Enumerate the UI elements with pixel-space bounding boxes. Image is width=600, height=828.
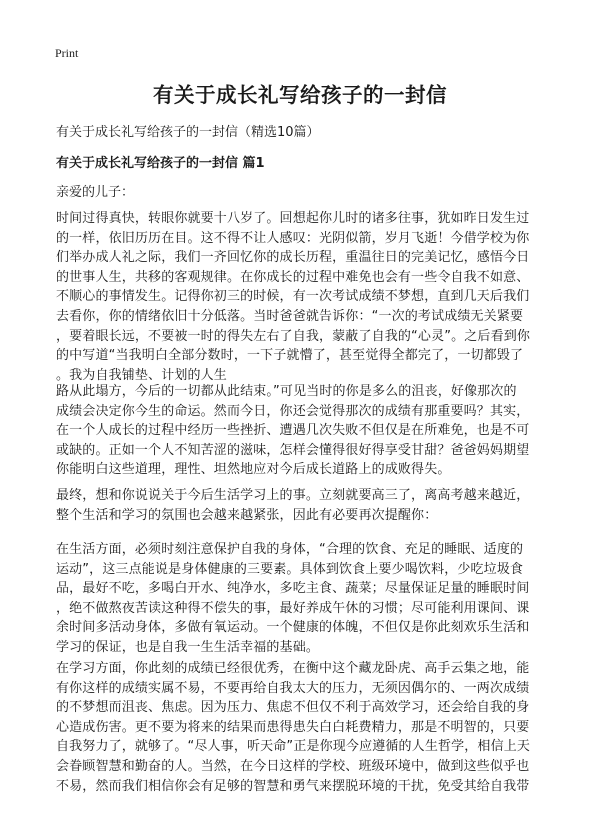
text-line: 的中写道“当我明白全部分数时，一下子就懵了，甚至觉得全都完了，一切都毁了 (56, 348, 524, 364)
text-line: 你能明白这些道理，理性、坦然地应对今后成长道路上的成败得失。 (56, 462, 451, 478)
letter-greeting: 亲爱的儿子： (56, 185, 135, 200)
section-heading: 有关于成长礼写给孩子的一封信 篇1 (56, 156, 265, 171)
text-line: 去看你，你的情绪依旧十分低落。当时爸爸就告诉你：“一次的考试成绩无关紧要 (56, 308, 524, 324)
text-line: 余时间多活动身体，多做有氧运动。一个健康的体魄，不但仅是你此刻欢乐生活和 (56, 620, 530, 636)
text-line: 不易，然而我们相信你会有足够的智慧和勇气来摆脱环境的干扰，免受其给自我带 (56, 778, 530, 794)
text-line: 学习的保证，也是自我一生生活幸福的基础。 (56, 639, 320, 655)
text-line: 整个生活和学习的氛围也会越来越紧张，因此有必要再次提醒你： (56, 507, 438, 523)
text-line: 品，最好不吃，多喝白开水、纯净水，多吃主食、蔬菜；尽量保证足量的睡眠时间 (56, 581, 530, 597)
text-line: 会眷顾智慧和勤奋的人。当然，在今日这样的学校、班级环境中，做到这些似乎也 (56, 758, 530, 774)
text-line: 。我为自我铺垫、计划的人生 (56, 367, 227, 383)
text-line: ，要着眼长远，不要被一时的得失左右了自我，蒙蔽了自我的“心灵”。之后看到你 (56, 328, 531, 344)
text-line: 自我努力了，就够了。“尽人事，听天命”正是你现今应遵循的人生哲学，相信上天 (56, 739, 531, 755)
text-line: 的世事人生，共移的客观规律。在你成长的过程中难免也会有一些令自我不如意、 (56, 269, 530, 285)
text-line: 或缺的。正如一个人不知苦涩的滋味，怎样会懂得很好得享受甘甜？爸爸妈妈期望 (56, 442, 530, 458)
paragraph-1 (56, 209, 546, 385)
text-line: 有你这样的成绩实属不易，不要再给自我太大的压力，无须因偶尔的、一两次成绩 (56, 680, 530, 696)
paragraph-4 (56, 540, 546, 658)
text-line: 运动”，这三点能说是身体健康的三要素。具体到饮食上要少喝饮料，少吃垃圾食 (56, 561, 524, 577)
page-title: 有关于成长礼写给孩子的一封信 (153, 83, 447, 107)
text-line: 时间过得真快，转眼你就要十八岁了。回想起你儿时的诸多往事，犹如昨日发生过 (56, 211, 530, 226)
text-line: 在一个人成长的过程中经历一些挫折、遭遇几次失败不但仅是在所难免，也是不可 (56, 423, 530, 439)
text-line: 的不梦想而沮丧、焦虑。因为压力、焦虑不但仅不利于高效学习，还会给自我的身 (56, 700, 530, 716)
paragraph-5 (56, 659, 546, 796)
print-link[interactable]: Print (55, 46, 79, 60)
text-line: 的一样，依旧历历在目。这不得不让人感叹：光阴似箭，岁月飞逝！今借学校为你 (56, 230, 530, 246)
text-line: 在学习方面，你此刻的成绩已经很优秀，在衡中这个藏龙卧虎、高手云集之地，能 (56, 661, 530, 676)
text-line: 最终，想和你说说关于今后生活学习上的事。立刻就要高三了，离高考越来越近， (56, 488, 530, 503)
document-subtitle: 有关于成长礼写给孩子的一封信（精选10篇） (56, 125, 320, 140)
text-line: 成绩会决定你今生的命运。然而今日，你还会觉得那次的成绩有那重要吗？其实， (56, 403, 530, 419)
text-line: 心造成伤害。更不要为将来的结果而患得患失白白耗费精力，那是不明智的，只要 (56, 719, 530, 735)
text-line: 路从此塌方，今后的一切都从此结束。”可见当时的你是多么的沮丧，好像那次的 (56, 384, 517, 399)
text-line: ，绝不做熬夜苦读这种得不偿失的事，最好养成午休的习惯；尽可能利用课间、课 (56, 600, 530, 616)
paragraph-3 (56, 486, 546, 525)
text-line: 不顺心的事情发生。记得你初三的时候，有一次考试成绩不梦想，直到几天后我们 (56, 289, 530, 305)
text-line: 在生活方面，必须时刻注意保护自我的身体，“合理的饮食、充足的睡眠、适度的 (56, 542, 524, 557)
paragraph-2 (56, 382, 546, 480)
text-line: 们举办成人礼之际，我们一齐回忆你的成长历程，重温往日的完美记忆，感悟今日 (56, 250, 530, 266)
